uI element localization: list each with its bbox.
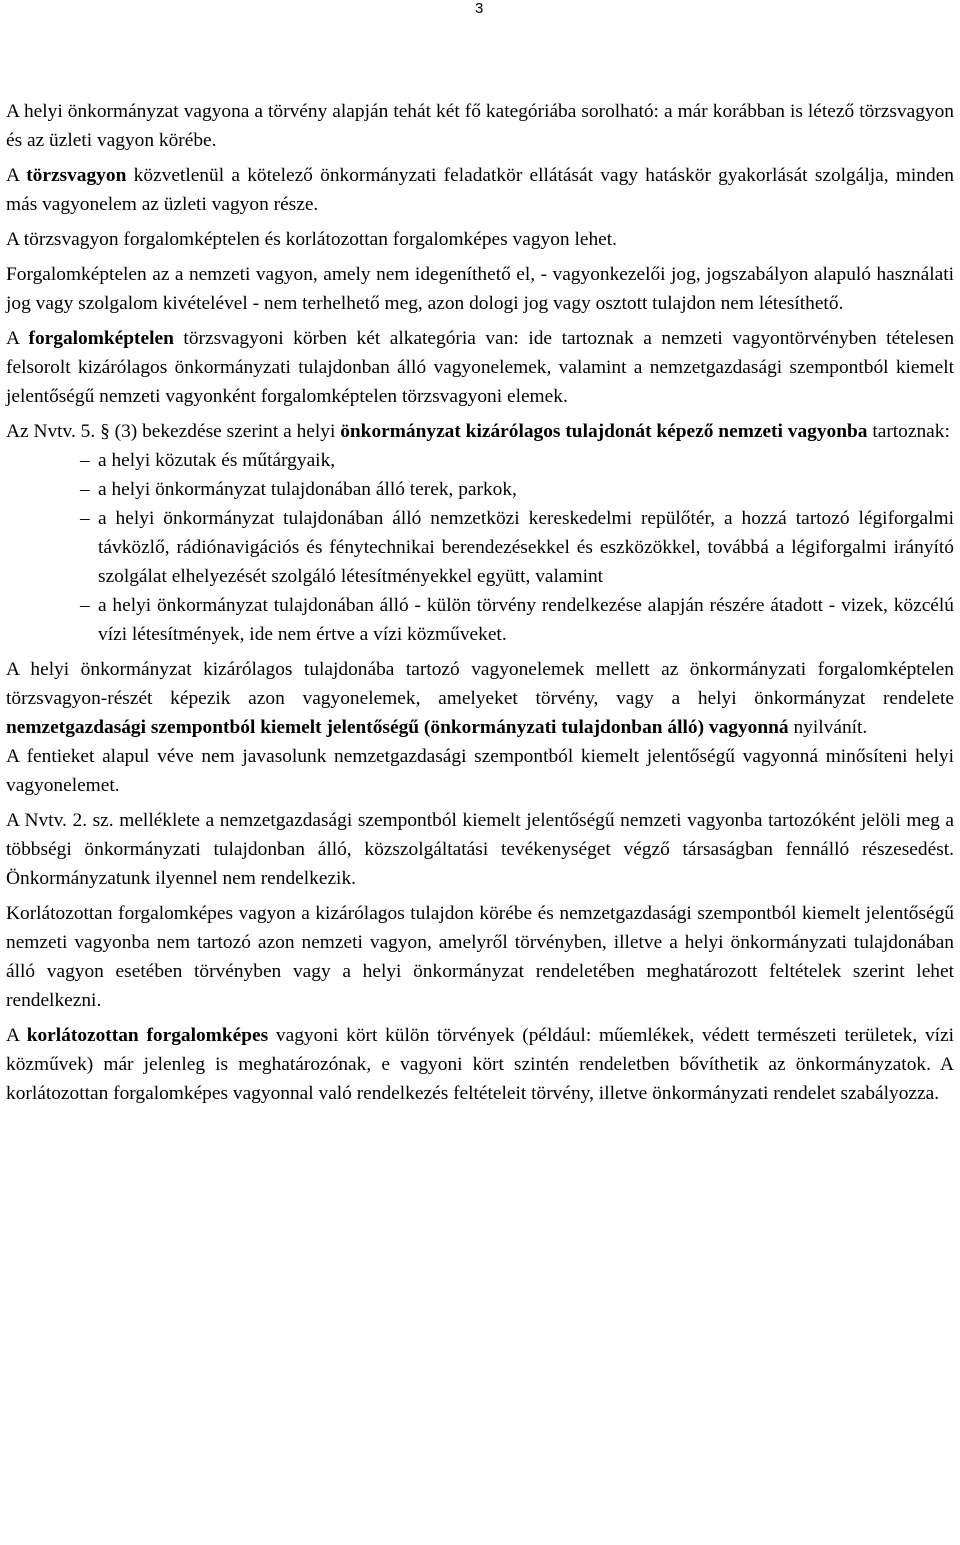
list-item-text: a helyi önkormányzat tulajdonában álló nemzetközi kereskedelmi repülőtér, a hozzá tartozó légiforgalmi távközlő, rádiónavigációs és fénytechnikai berendezésekkel és eszközökkel, továbbá a légiforgalmi irányító szolgálat elhelyezését szolgáló létesítményekkel együtt, valamint	[98, 508, 954, 587]
bold-term: önkormányzat kizárólagos tulajdonát képező nemzeti vagyonba	[340, 421, 868, 442]
list-item	[6, 591, 954, 649]
list-item-text: a helyi közutak és műtárgyaik,	[98, 450, 336, 471]
list-item	[6, 475, 954, 504]
document-body	[6, 97, 954, 1108]
list-item-text: a helyi önkormányzat tulajdonában álló - külön törvény rendelkezése alapján részére átadott - vizek, közcélú vízi létesítmények, ide nem értve a vízi közműveket.	[98, 595, 954, 645]
list-item-text: a helyi önkormányzat tulajdonában álló terek, parkok,	[98, 479, 517, 500]
text-run: A	[6, 328, 29, 349]
paragraph-forgalomkeptelen-definicio: Forgalomképtelen az a nemzeti vagyon, amely nem idegeníthető el, - vagyonkezelői jog, jogszabályon alapuló használati jog vagy szolgalom kivételével - nem terhelhető meg, azon dologi jog vagy osztott tulajdon nem létesíthető.	[6, 264, 954, 314]
paragraph-vagyon-kategoriak: A helyi önkormányzat vagyona a törvény alapján tehát két fő kategóriába sorolható: a már korábban is létező törzsvagyon és az üzleti vagyon körébe.	[6, 101, 954, 151]
list-item	[6, 504, 954, 591]
list-item	[6, 446, 954, 475]
paragraph-korlatozottan-kor	[6, 1021, 954, 1108]
dash-bullet: –	[80, 479, 90, 500]
text-run: A	[6, 1025, 27, 1046]
text-run: Az Nvtv. 5. § (3) bekezdése szerint a helyi	[6, 421, 341, 442]
paragraph-nvtv-2-melleklet: A Nvtv. 2. sz. melléklete a nemzetgazdasági szempontból kiemelt jelentőségű nemzeti vagyonba tartozóként jelöli meg a többségi önkormányzati tulajdonban álló, közszolgáltatási tevékenységet végző társaságban fennálló részesedést. Önkormányzatunk ilyennel nem rendelkezik.	[6, 810, 954, 889]
dash-bullet: –	[80, 508, 90, 529]
paragraph-nvtv-5	[6, 417, 954, 446]
bold-term: korlátozottan forgalomképes	[26, 1025, 269, 1046]
dash-bullet: –	[80, 595, 90, 616]
paragraph-nemzetgazdasagi-kiemelt	[6, 655, 954, 742]
text-run: A helyi önkormányzat kizárólagos tulajdonába tartozó vagyonelemek mellett az önkormányzati forgalomképtelen törzsvagyon-részét képezik azon vagyonelemek, amelyeket törvény, vagy a helyi önkormányzat rendelete	[6, 659, 954, 709]
bold-term: nemzetgazdasági szempontból kiemelt jelentőségű (önkormányzati tulajdonban álló) vagyonná	[6, 717, 789, 738]
paragraph-forgalomkeptelen-alkategoriak	[6, 324, 954, 411]
paragraph-torzsvagyon	[6, 161, 954, 219]
bold-term: törzsvagyon	[26, 165, 127, 186]
paragraph-korlatozottan-definicio: Korlátozottan forgalomképes vagyon a kizárólagos tulajdon körébe és nemzetgazdasági szempontból kiemelt jelentőségű nemzeti vagyonba nem tartozó azon nemzeti vagyon, amelyről törvényben, illetve a helyi önkormányzati tulajdonában álló vagyon esetében törvényben vagy a helyi önkormányzat rendeletében meghatározott feltételek szerint lehet rendelkezni.	[6, 903, 954, 1011]
page-number: 3	[475, 0, 484, 17]
text-run: nyilvánít.	[788, 717, 868, 738]
paragraph-javaslat: A fentieket alapul véve nem javasolunk nemzetgazdasági szempontból kiemelt jelentőségű vagyonná minősíteni helyi vagyonelemet.	[6, 746, 954, 796]
text-run: tartoznak:	[867, 421, 950, 442]
text-run: vagyoni kört külön törvények (például: műemlékek, védett természeti területek, vízi közművek) már jelenleg is meghatározónak, e vagyoni kört szintén rendeletben bővíthetik az önkormányzatok. A korlátozottan forgalomképes vagyonnal való rendelkezés feltételeit törvény, illetve önkormányzati rendelet szabályozza.	[6, 1025, 955, 1104]
dash-bullet: –	[80, 450, 90, 471]
text-run: törzsvagyoni körben két alkategória van: ide tartoznak a nemzeti vagyontörvényben tételesen felsorolt kizárólagos önkormányzati tulajdonban álló vagyonelemek, valamint a nemzetgazdasági szempontból kiemelt jelentőségű nemzeti vagyonként forgalomképtelen törzsvagyoni elemek.	[6, 328, 955, 407]
nemzeti-vagyon-list	[6, 446, 954, 649]
bold-term: forgalomképtelen	[28, 328, 174, 349]
text-run: A	[6, 165, 27, 186]
text-run: közvetlenül a kötelező önkormányzati feladatkör ellátását vagy hatáskör gyakorlását szolgálja, minden más vagyonelem az üzleti vagyon része.	[6, 165, 954, 215]
paragraph-torzsvagyon-tipusok: A törzsvagyon forgalomképtelen és korlátozottan forgalomképes vagyon lehet.	[6, 229, 617, 250]
